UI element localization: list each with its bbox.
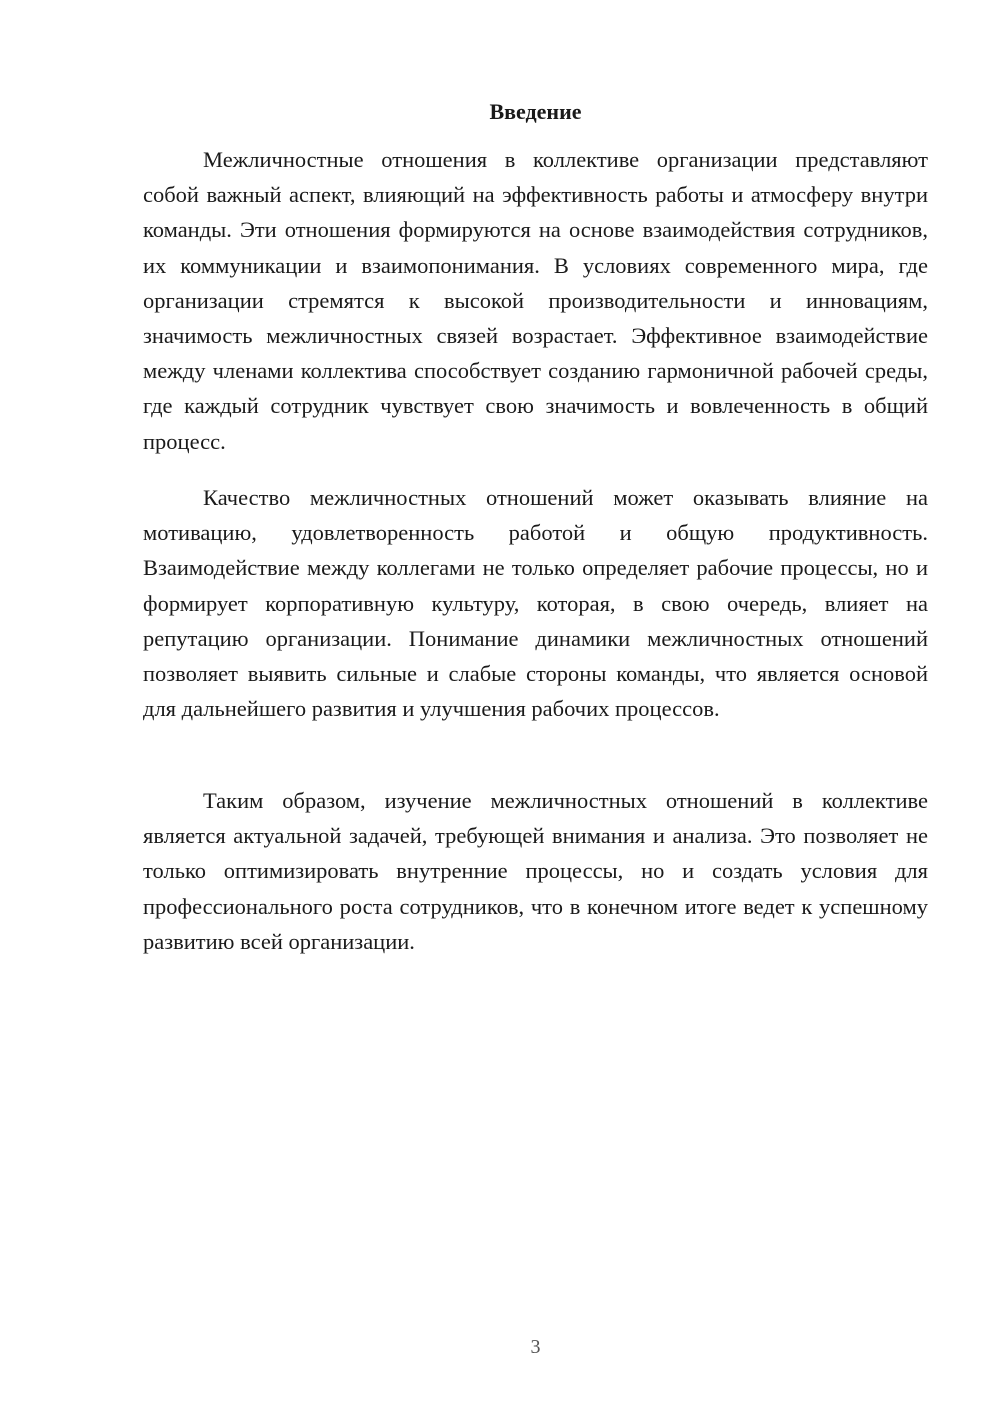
- paragraph-3: Таким образом, изучение межличностных отношений в коллективе является актуальной задачей, требующей внимания и анализа. Это позволяет не только оптимизировать внутренние процессы, но и создать условия для профессионального роста сотрудников, что в конечном итоге ведет к успешному развитию всей организации.: [143, 788, 928, 954]
- document-page: [143, 0, 928, 1414]
- paragraph-1: Межличностные отношения в коллективе организации представляют собой важный аспект, влияющий на эффективность работы и атмосферу внутри команды. Эти отношения формируются на основе взаимодействия сотрудников, их коммуникации и взаимопонимания. В условиях современного мира, где организации стремятся к высокой производительности и инновациям, значимость межличностных связей возрастает. Эффективное взаимодействие между членами коллектива способствует созданию гармоничной рабочей среды, где каждый сотрудник чувствует свою значимость и вовлеченность в общий процесс.: [143, 147, 928, 454]
- page-number: 3: [530, 1336, 541, 1358]
- section-heading: Введение: [489, 99, 582, 124]
- paragraph-2: Качество межличностных отношений может оказывать влияние на мотивацию, удовлетворенность работой и общую продуктивность. Взаимодействие между коллегами не только определяет рабочие процессы, но и формирует корпоративную культуру, которая, в свою очередь, влияет на репутацию организации. Понимание динамики межличностных отношений позволяет выявить сильные и слабые стороны команды, что является основой для дальнейшего развития и улучшения рабочих процессов.: [143, 485, 928, 722]
